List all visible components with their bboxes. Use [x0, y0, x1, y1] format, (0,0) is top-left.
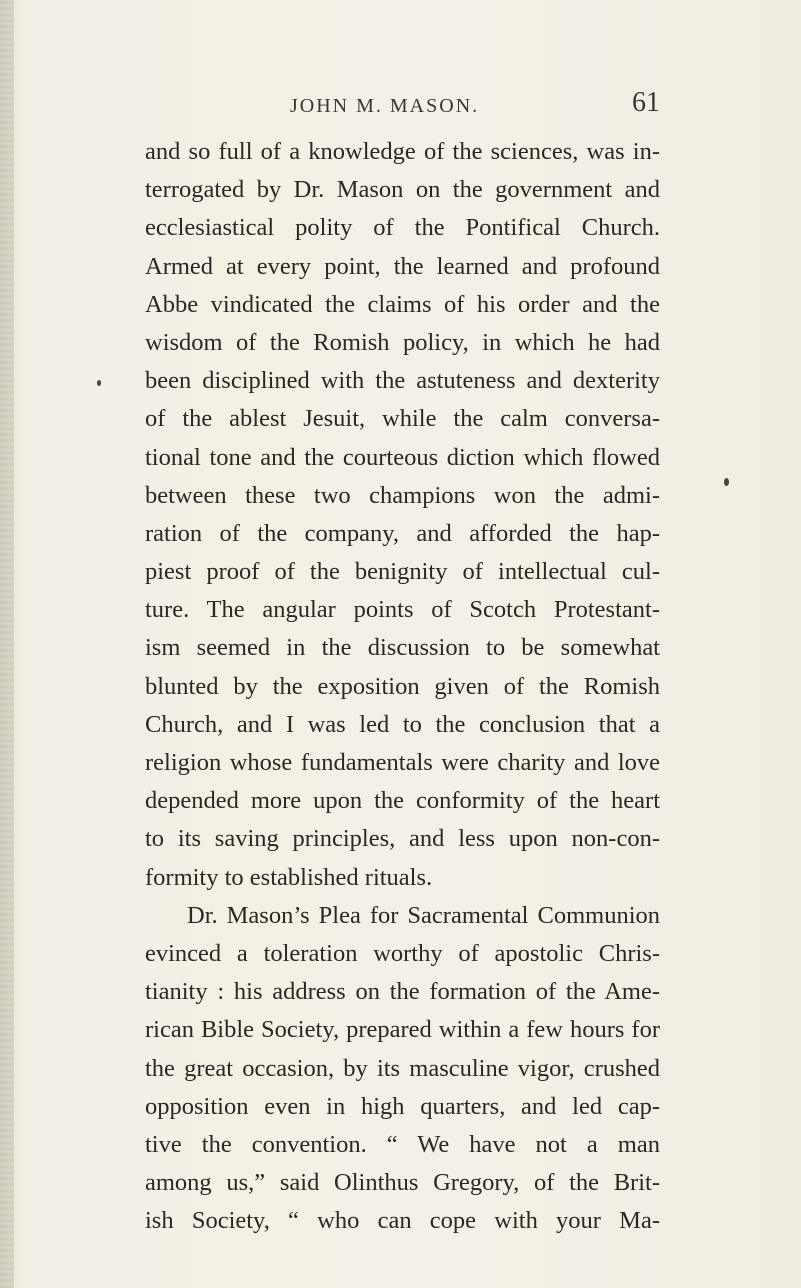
text-line: ish Society, “ who can cope with your Ma- — [145, 1207, 660, 1235]
body-text — [145, 133, 660, 1240]
text-line: ration of the company, and afforded the hap- — [145, 519, 660, 547]
text-line: opposition even in high quarters, and led cap- — [145, 1092, 660, 1120]
running-title: JOHN M. MASON. — [290, 95, 480, 117]
text-line: evinced a toleration worthy of apostolic Chris- — [145, 939, 660, 967]
text-line: tianity : his address on the formation of the Ame- — [145, 978, 660, 1006]
text-line: tive the convention. “ We have not a man — [145, 1130, 660, 1158]
text-line: religion whose fundamentals were charity and love — [145, 749, 660, 776]
text-line: ism seemed in the discussion to be somewhat — [145, 634, 660, 662]
ink-speck — [97, 380, 101, 386]
text-line: Church, and I was led to the conclusion that a — [145, 710, 660, 738]
text-line: Dr. Mason’s Plea for Sacramental Communion — [187, 901, 660, 929]
text-line: been disciplined with the astuteness and dexterity — [145, 367, 660, 395]
text-line: tional tone and the courteous diction which flowed — [145, 443, 660, 471]
text-line: between these two champions won the admi- — [145, 481, 660, 509]
ink-speck — [724, 478, 729, 486]
text-line: Armed at every point, the learned and profound — [145, 252, 660, 280]
text-line: wisdom of the Romish policy, in which he had — [145, 328, 660, 356]
text-line: piest proof of the benignity of intellectual cul- — [145, 558, 660, 586]
text-line: terrogated by Dr. Mason on the government and — [145, 176, 660, 204]
text-line: ture. The angular points of Scotch Protestant- — [145, 596, 660, 624]
text-line: ecclesiastical polity of the Pontifical Church. — [145, 214, 660, 242]
text-line: of the ablest Jesuit, while the calm conversa- — [145, 405, 660, 433]
text-line: Abbe vindicated the claims of his order and the — [145, 290, 660, 318]
text-line: rican Bible Society, prepared within a few hours for — [145, 1016, 660, 1044]
text-line: the great occasion, by its masculine vigor, crushed — [145, 1054, 660, 1082]
text-line: formity to established rituals. — [145, 863, 433, 891]
text-line: to its saving principles, and less upon non-con- — [145, 825, 660, 853]
text-line: depended more upon the conformity of the heart — [145, 787, 660, 815]
text-line: blunted by the exposition given of the Romish — [145, 672, 660, 700]
text-line: among us,” said Olinthus Gregory, of the Brit- — [145, 1169, 660, 1197]
page-number: 61 — [632, 87, 660, 118]
page-binding-edge — [0, 0, 14, 1288]
text-line: and so full of a knowledge of the sciences, was in- — [145, 138, 660, 165]
running-header — [0, 87, 801, 127]
